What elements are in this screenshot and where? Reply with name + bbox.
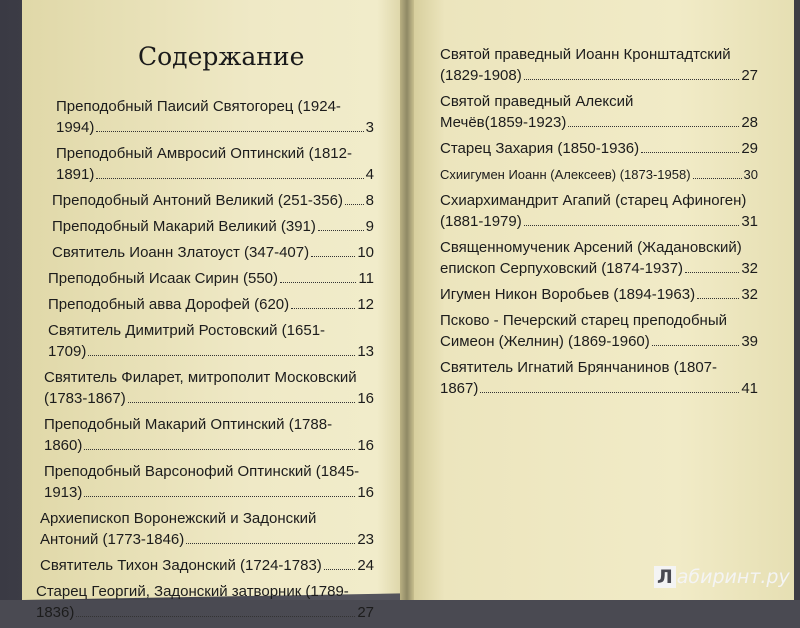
entry-title-line: Святитель Филарет, митрополит Московский: [44, 369, 357, 386]
entry-title-cont: Игумен Никон Воробьев (1894-1963): [440, 286, 696, 303]
entry-title-cont: Симеон (Желнин) (1869-1960): [440, 333, 650, 350]
entry-title-cont: 1836): [36, 604, 75, 621]
leader-dots: [76, 615, 355, 617]
toc-entry: [52, 242, 374, 263]
leader-dots: [685, 271, 739, 273]
leader-dots: [291, 307, 355, 309]
entry-page-number: 28: [741, 114, 758, 131]
toc-entry: [440, 237, 758, 279]
entry-title-cont: Преподобный Антоний Великий (251-356): [52, 192, 343, 209]
entry-title-cont: (1881-1979): [440, 213, 522, 230]
leader-dots: [345, 203, 364, 205]
toc-entry: [440, 44, 758, 86]
entry-page-number: 10: [357, 244, 374, 261]
leader-dots: [96, 177, 363, 179]
logo-text: абиринт.ру: [676, 566, 790, 588]
entry-title-line: Святитель Игнатий Брянчанинов (1807-: [440, 359, 717, 376]
entry-page-number: 11: [358, 270, 374, 287]
entry-title-line: Псково - Печерский старец преподобный: [440, 312, 727, 329]
leader-dots: [96, 130, 363, 132]
entry-title-line: Святитель Димитрий Ростовский (1651-: [48, 322, 326, 339]
entry-title-cont: Преподобный Макарий Великий (391): [52, 218, 316, 235]
entry-page-number: 30: [743, 167, 758, 182]
entry-page-number: 31: [741, 213, 758, 230]
entry-title-cont: Святитель Тихон Задонский (1724-1783): [40, 557, 322, 574]
entry-title-cont: Антоний (1773-1846): [40, 531, 185, 548]
leader-dots: [128, 401, 356, 403]
entry-page-number: 13: [357, 343, 374, 360]
entry-title-line: Преподобный Варсонофий Оптинский (1845-: [44, 463, 360, 480]
leader-dots: [568, 125, 739, 127]
entry-title-cont: 1913): [44, 484, 83, 501]
leader-dots: [88, 354, 355, 356]
toc-entry: [48, 294, 374, 315]
entry-page-number: 32: [741, 260, 758, 277]
toc-entry: [44, 367, 374, 409]
entry-page-number: 8: [365, 192, 374, 209]
leader-dots: [84, 448, 355, 450]
entry-page-number: 4: [365, 166, 374, 183]
entry-title-cont: (1783-1867): [44, 390, 126, 407]
toc-entry: [52, 190, 374, 211]
entry-page-number: 29: [741, 140, 758, 157]
toc-entry: [48, 320, 374, 362]
leader-dots: [186, 542, 355, 544]
leader-dots: [324, 568, 356, 570]
entry-title-cont: Старец Захария (1850-1936): [440, 140, 640, 157]
entry-title-line: Схиархимандрит Агапий (старец Афиноген): [440, 192, 747, 209]
entry-page-number: 16: [357, 484, 374, 501]
toc-entry: [440, 357, 758, 399]
leader-dots: [524, 78, 740, 80]
entry-title-cont: 1709): [48, 343, 87, 360]
toc-left-column: [36, 96, 374, 628]
entry-page-number: 32: [741, 286, 758, 303]
toc-entry: [44, 461, 374, 503]
leader-dots: [693, 177, 742, 179]
entry-title-cont: 1867): [440, 380, 479, 397]
entry-title-line: Святой праведный Алексий: [440, 93, 634, 110]
leader-dots: [652, 344, 740, 346]
toc-right-column: [440, 44, 758, 404]
toc-entry: [48, 268, 374, 289]
leader-dots: [84, 495, 355, 497]
toc-entry: [52, 216, 374, 237]
toc-entry: [40, 508, 374, 550]
entry-page-number: 9: [365, 218, 374, 235]
entry-title-line: Священномученик Арсений (Жадановский): [440, 239, 742, 256]
entry-title-line: Преподобный Макарий Оптинский (1788-: [44, 416, 333, 433]
leader-dots: [318, 229, 364, 231]
toc-entry: [36, 581, 374, 623]
book-spine: [400, 0, 414, 600]
entry-title-line: Старец Георгий, Задонский затворник (1789-: [36, 583, 349, 600]
watermark-logo: [654, 566, 790, 588]
toc-entry: [440, 138, 758, 159]
leader-dots: [524, 224, 740, 226]
entry-page-number: 27: [357, 604, 374, 621]
entry-title-cont: 1860): [44, 437, 83, 454]
toc-entry: [440, 91, 758, 133]
entry-title-line: Преподобный Паисий Святогорец (1924-: [56, 98, 341, 115]
entry-page-number: 23: [357, 531, 374, 548]
entry-page-number: 16: [357, 390, 374, 407]
toc-entry: [440, 284, 758, 305]
entry-title-cont: 1994): [56, 119, 95, 136]
toc-entry: [56, 96, 374, 138]
entry-title-line: Святой праведный Иоанн Кронштадтский: [440, 46, 731, 63]
entry-page-number: 41: [741, 380, 758, 397]
entry-page-number: 12: [357, 296, 374, 313]
toc-entry: [440, 164, 758, 185]
entry-title-cont: Преподобный авва Дорофей (620): [48, 296, 290, 313]
leader-dots: [311, 255, 355, 257]
entry-page-number: 27: [741, 67, 758, 84]
leader-dots: [280, 281, 356, 283]
entry-title-line: Преподобный Амвросий Оптинский (1812-: [56, 145, 352, 162]
entry-page-number: 16: [357, 437, 374, 454]
toc-title: Содержание: [138, 42, 305, 71]
leader-dots: [480, 391, 739, 393]
entry-page-number: 24: [357, 557, 374, 574]
toc-entry: [44, 414, 374, 456]
leader-dots: [641, 151, 739, 153]
toc-entry: [56, 143, 374, 185]
toc-entry: [440, 310, 758, 352]
entry-title-cont: Святитель Иоанн Златоуст (347-407): [52, 244, 310, 261]
logo-mark: Л: [654, 566, 676, 588]
entry-title-cont: Схиигумен Иоанн (Алексеев) (1873-1958): [440, 167, 691, 182]
entry-page-number: 3: [365, 119, 374, 136]
entry-title-cont: 1891): [56, 166, 95, 183]
leader-dots: [697, 297, 739, 299]
toc-entry: [440, 190, 758, 232]
entry-page-number: 39: [741, 333, 758, 350]
entry-title-cont: (1829-1908): [440, 67, 522, 84]
toc-entry: [40, 555, 374, 576]
entry-title-cont: Мечёв(1859-1923): [440, 114, 567, 131]
entry-title-line: Архиепископ Воронежский и Задонский: [40, 510, 317, 527]
entry-title-cont: Преподобный Исаак Сирин (550): [48, 270, 278, 287]
entry-title-cont: епископ Серпуховский (1874-1937): [440, 260, 684, 277]
